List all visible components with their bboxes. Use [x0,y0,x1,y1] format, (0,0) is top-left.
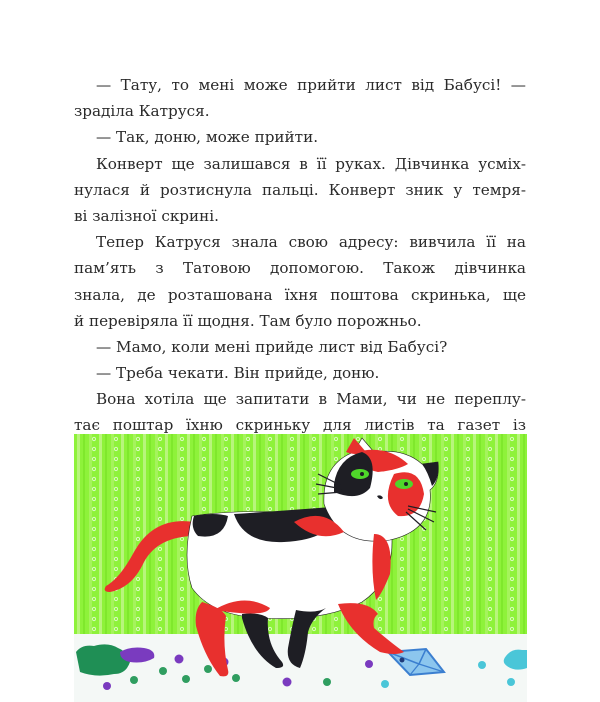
text-line: Конверт ще залишався в її руках. Дівчинка усміх- [96,154,526,173]
text-line: — Треба чекати. Він прийде, доню. [96,364,380,383]
text-line: й перевіряла її щодня. Там було порожньо. [74,311,422,330]
cat-illustration [74,434,527,702]
story-text [74,72,526,439]
text-line: пам’ять з Татовою допомогою. Також дівчинка [74,259,526,278]
text-line: знала, де розташована їхня поштова скринька, ще [74,285,526,304]
text-line: — Мамо, коли мені прийде лист від Бабусі? [96,337,448,356]
text-line: зраділа Катруся. [74,102,210,121]
text-line: Вона хотіла ще запитати в Мами, чи не переплу- [96,390,526,409]
text-line: — Тату, то мені може прийти лист від Бабусі! — [96,76,526,94]
text-line: Тепер Катруся знала свою адресу: вивчила її на [96,233,526,252]
text-line: нулася й розтиснула пальці. Конверт зник у темря- [74,180,526,199]
text-line: ві залізної скрині. [74,206,219,225]
text-line: тає поштар їхню скриньку для листів та газет із [74,416,526,435]
purple-puddle [120,648,154,663]
text-line: — Так, доню, може прийти. [96,128,319,147]
